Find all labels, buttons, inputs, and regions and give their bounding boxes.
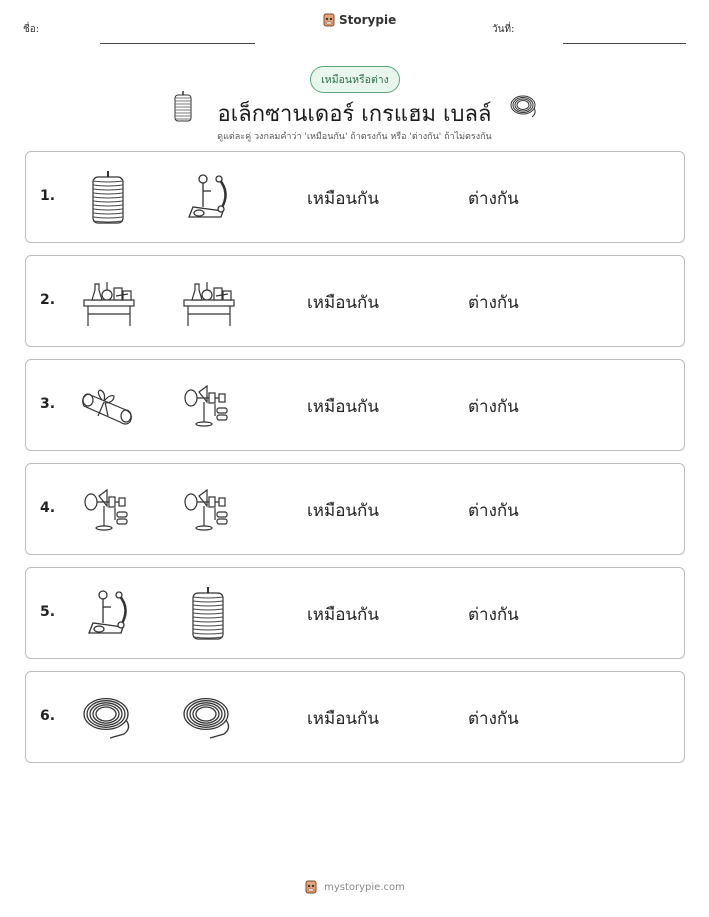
name-label: ชื่อ: [23,24,40,35]
different-option[interactable]: ต่างกัน [468,397,519,417]
lab-table-icon [178,272,240,332]
question-row-5 [25,567,685,659]
same-option[interactable]: เหมือนกัน [307,501,379,521]
same-option[interactable]: เหมือนกัน [307,397,379,417]
question-row-6 [25,671,685,763]
name-line[interactable] [100,43,255,44]
different-option[interactable]: ต่างกัน [468,605,519,625]
mascot-icon [322,13,336,27]
question-number: 1. [40,188,56,204]
wire-coil-icon [178,688,238,748]
worksheet-header [0,12,709,42]
apparatus-icon [178,376,238,436]
worksheet-type-badge: เหมือนหรือต่าง [310,66,400,93]
same-option[interactable]: เหมือนกัน [307,709,379,729]
question-number: 6. [40,708,56,724]
telephone-icon [78,584,138,644]
question-number: 3. [40,396,56,412]
question-row-3 [25,359,685,451]
question-number: 5. [40,604,56,620]
wire-coil-icon [510,93,538,119]
brand-logo [322,13,396,27]
apparatus-icon [178,480,238,540]
scroll-icon [78,376,138,436]
footer [0,879,709,895]
worksheet-title: อเล็กซานเดอร์ เกรแฮม เบลล์ [217,102,492,127]
date-label: วันที่: [492,24,515,35]
same-option[interactable]: เหมือนกัน [307,605,379,625]
mascot-icon [304,879,318,895]
question-number: 2. [40,292,56,308]
brand-name: Storypie [339,13,397,27]
lab-table-icon [78,272,140,332]
different-option[interactable]: ต่างกัน [468,189,519,209]
question-row-2 [25,255,685,347]
coil-icon [78,168,138,228]
wire-coil-icon [78,688,138,748]
different-option[interactable]: ต่างกัน [468,709,519,729]
different-option[interactable]: ต่างกัน [468,501,519,521]
question-row-4 [25,463,685,555]
telephone-icon [178,168,238,228]
date-line[interactable] [563,43,686,44]
question-row-1 [25,151,685,243]
same-option[interactable]: เหมือนกัน [307,293,379,313]
instructions: ดูแต่ละคู่ วงกลมคำว่า 'เหมือนกัน' ถ้าตรงกัน หรือ 'ต่างกัน' ถ้าไม่ตรงกัน [217,132,492,142]
different-option[interactable]: ต่างกัน [468,293,519,313]
footer-website: mystorypie.com [324,881,405,893]
apparatus-icon [78,480,138,540]
same-option[interactable]: เหมือนกัน [307,189,379,209]
coil-icon [178,584,238,644]
question-number: 4. [40,500,56,516]
